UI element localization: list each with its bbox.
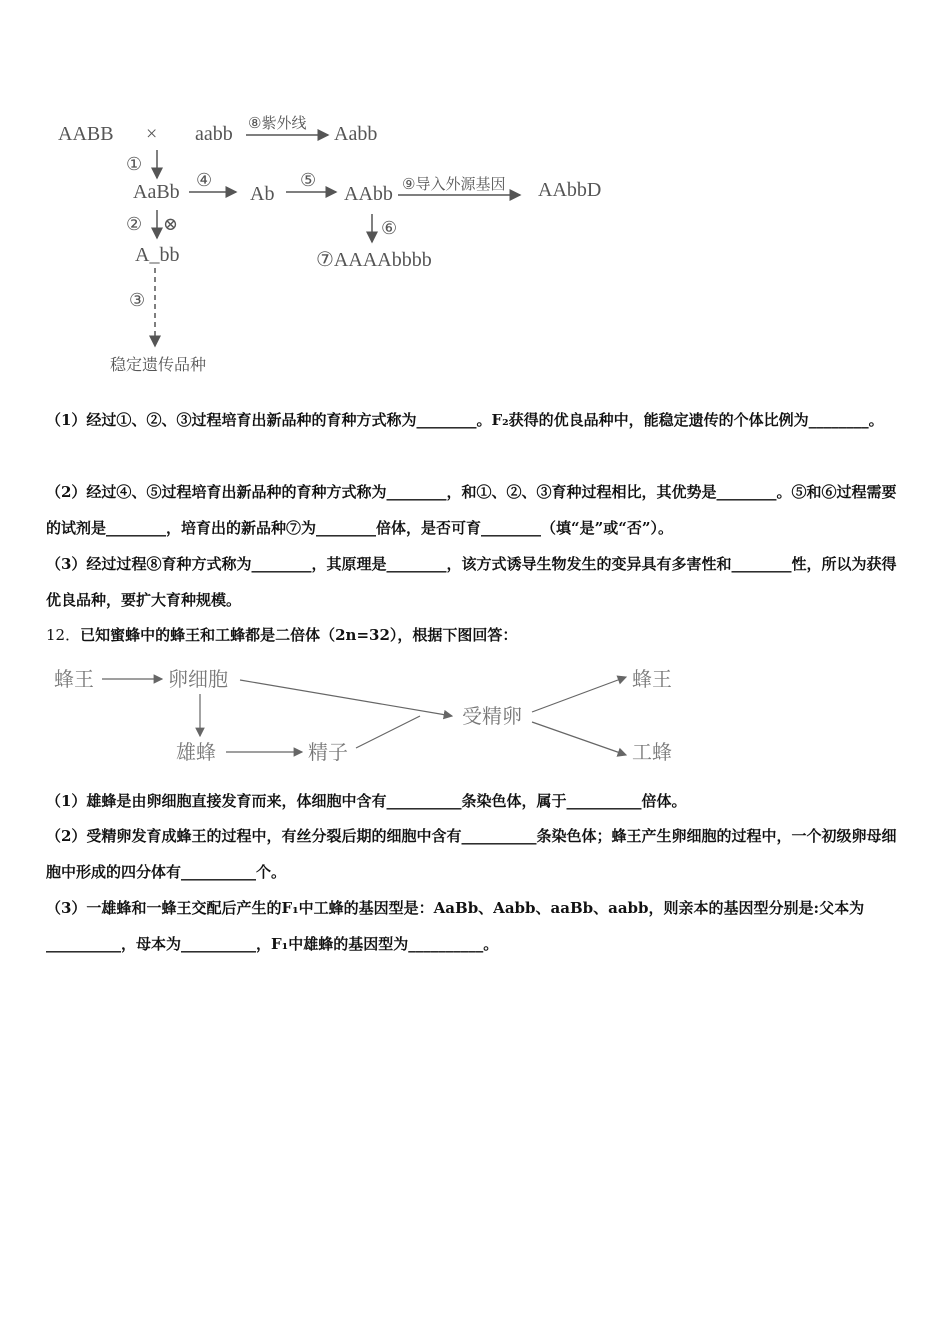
cross-symbol: × [146,123,158,145]
node-worker: 工蜂 [632,740,672,764]
genotype-tetraploid: ⑦AAAAbbbb [316,249,432,271]
node-queen-offspring: 蜂王 [632,667,672,691]
q12-part2: （2）受精卵发育成蜂王的过程中，有丝分裂后期的细胞中含有__________条染色体；蜂王产生卵细胞的过程中，一个初级卵母细胞中形成的四分体有__________个。 [46,827,897,881]
q11-part2: （2）经过④、⑤过程培育出新品种的育种方式称为________，和①、②、③育种过程相比，其优势是________。⑤和⑥过程需要的试剂是________，培育出的新品种⑦为________倍体，是否可育________（填“是”或“否”）。 [46,483,897,537]
node-drone: 雄蜂 [176,740,216,764]
genotype-a-bb: A_bb [135,244,180,266]
genotype-transgenic: AAbbD [538,179,602,201]
genotype-dh: AAbb [344,183,393,205]
arrow-sperm-zygote [356,716,420,748]
arrow-egg-zygote [240,680,452,716]
genotype-aabb-other: aabb [195,123,233,145]
step4-label: ④ [196,170,213,190]
genotype-aabb-parent: AABB [58,123,114,145]
node-zygote: 受精卵 [462,704,522,728]
arrow-zygote-queen [532,677,626,712]
q12-number: 12． [46,626,81,644]
step6-label: ⑥ [381,218,398,238]
genotype-ab: Ab [250,183,275,205]
step8-label: ⑧紫外线 [248,114,307,132]
step5-label: ⑤ [300,170,317,190]
q11-part3: （3）经过过程⑧育种方式称为________，其原理是________，该方式诱导生物发生的变异具有多害性和________性，所以为获得优良品种，要扩大育种规模。 [46,555,897,609]
step3-label: ③ [129,290,146,310]
q12-stem-text: 已知蜜蜂中的蜂王和工蜂都是二倍体（2n=32），根据下图回答： [80,626,518,644]
selfing-symbol: ⊗ [163,214,179,234]
q11-part1: （1）经过①、②、③过程培育出新品种的育种方式称为________。F₂获得的优良品种中，能稳定遗传的个体比例为________。 [46,411,884,429]
genotype-mutant: Aabb [334,123,378,145]
q12-part3: （3）一雄蜂和一蜂王交配后产生的F₁中工蜂的基因型是：AaBb、Aabb、aaBb、aabb，则亲本的基因型分别是:父本为__________，母本为__________，F₁中雄蜂的基因型为__________。 [46,899,865,953]
step2-label: ② [126,214,143,234]
node-sperm: 精子 [308,740,348,764]
stable-variety-label: 稳定遗传品种 [110,355,207,374]
step1-label: ① [126,154,143,174]
step9-label: ⑨导入外源基因 [402,175,506,193]
breeding-diagram [0,0,950,390]
q12-part1: （1）雄蜂是由卵细胞直接发育而来，体细胞中含有__________条染色体，属于__________倍体。 [46,792,687,810]
genotype-f1: AaBb [133,181,180,203]
arrow-zygote-worker [532,722,626,755]
q12-stem [46,617,908,653]
node-queen: 蜂王 [54,667,94,691]
node-egg: 卵细胞 [168,667,228,691]
